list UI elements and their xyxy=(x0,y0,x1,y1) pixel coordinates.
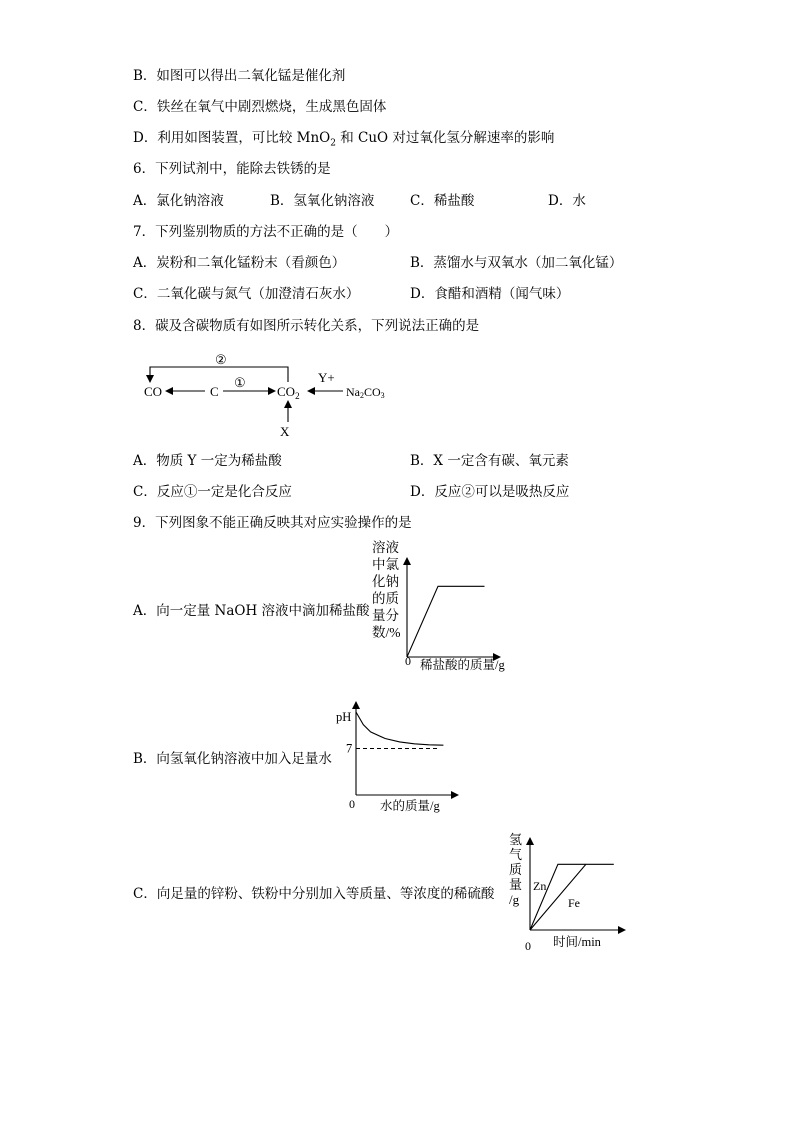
carbon-conversion-diagram xyxy=(130,348,420,444)
chart-a-ylabel-line-2: 化钠 xyxy=(372,574,399,589)
chart-b-ylabel: pH xyxy=(336,710,352,724)
chart-a-origin: 0 xyxy=(405,654,411,668)
q5-option-d: D．利用如图装置，可比较 MnO$_2$ 和 CuO 对过氧化氢分解速率的影响 xyxy=(133,130,555,149)
chart-b-ph xyxy=(330,690,470,815)
q7-option-b: B．蒸馏水与双氧水（加二氧化锰） xyxy=(410,255,623,271)
chart-c-ylabel-line-1: 气 xyxy=(509,847,523,862)
q7-option-c: C．二氧化碳与氮气（加澄清石灰水） xyxy=(133,286,360,302)
label-reaction-2: ② xyxy=(215,352,227,367)
chart-a-ylabel-line-5: 数/% xyxy=(372,625,401,640)
q5-option-b: B．如图可以得出二氧化锰是催化剂 xyxy=(133,68,346,84)
q5-option-c: C．铁丝在氧气中剧烈燃烧，生成黑色固体 xyxy=(133,99,387,115)
q7-option-d: D．食醋和酒精（闻气味） xyxy=(410,286,570,302)
chart-a-ylabel xyxy=(372,540,401,640)
chart-a-nacl-fraction xyxy=(360,540,530,675)
q7-option-a: A．炭粉和二氧化锰粉末（看颜色） xyxy=(133,255,346,271)
chart-a-ylabel-line-1: 中氯 xyxy=(372,557,399,572)
q6-stem: 6．下列试剂中，能除去铁锈的是 xyxy=(133,161,331,177)
q6-option-b: B．氢氧化钠溶液 xyxy=(270,193,375,209)
chart-c-ylabel-line-3: 量 xyxy=(509,877,523,892)
node-co: CO xyxy=(144,384,163,399)
q7-stem: 7．下列鉴别物质的方法不正确的是（ ） xyxy=(133,224,399,240)
q8-option-c: C．反应①一定是化合反应 xyxy=(133,484,292,500)
q9-option-a: A．向一定量 NaOH 溶液中滴加稀盐酸 xyxy=(133,603,370,619)
node-x: X xyxy=(280,424,290,439)
chart-c-origin: 0 xyxy=(525,939,531,953)
q8-stem: 8．碳及含碳物质有如图所示转化关系，下列说法正确的是 xyxy=(133,318,480,334)
chart-c-legend-fe: Fe xyxy=(568,896,580,910)
q6-option-d: D．水 xyxy=(548,193,586,209)
chart-c-legend-zn: Zn xyxy=(533,879,547,893)
chart-a-series-line xyxy=(407,586,485,657)
chart-c-hydrogen xyxy=(503,830,643,958)
label-reaction-1: ① xyxy=(234,375,246,390)
node-na2co3: Na2CO3 xyxy=(346,385,385,400)
chart-c-xlabel: 时间/min xyxy=(553,935,601,949)
label-y: Y+ xyxy=(318,370,335,385)
chart-a-ylabel-line-0: 溶液 xyxy=(372,540,399,555)
node-c: C xyxy=(210,384,219,399)
q8-option-a: A．物质 Y 一定为稀盐酸 xyxy=(133,453,282,469)
chart-c-ylabel-line-2: 质 xyxy=(509,862,523,877)
chart-a-ylabel-line-3: 的质 xyxy=(372,591,399,606)
chart-b-xlabel: 水的质量/g xyxy=(380,799,440,813)
q8-option-b: B．X 一定含有碳、氧元素 xyxy=(410,453,569,469)
q6-option-a: A．氯化钠溶液 xyxy=(133,193,224,209)
q6-option-c: C．稀盐酸 xyxy=(410,193,475,209)
chart-b-series-curve xyxy=(356,712,443,745)
chart-a-xlabel: 稀盐酸的质量/g xyxy=(420,658,505,672)
chart-a-ylabel-line-4: 量分 xyxy=(372,608,399,623)
chart-c-ylabel-line-4: /g xyxy=(509,892,520,907)
chart-c-ylabel-line-0: 氢 xyxy=(509,832,523,847)
q9-option-c: C．向足量的锌粉、铁粉中分别加入等质量、等浓度的稀硫酸 xyxy=(133,886,495,902)
q9-stem: 9．下列图象不能正确反映其对应实验操作的是 xyxy=(133,515,412,531)
q9-option-b: B．向氢氧化钠溶液中加入足量水 xyxy=(133,751,332,767)
chart-c-ylabel xyxy=(509,832,522,907)
chart-b-ref-label: 7 xyxy=(346,741,353,756)
q8-option-d: D．反应②可以是吸热反应 xyxy=(410,484,570,500)
arrow-co2-to-co xyxy=(150,367,288,382)
node-co2: $CO_2$ xyxy=(277,384,300,401)
chart-b-origin: 0 xyxy=(349,797,355,811)
